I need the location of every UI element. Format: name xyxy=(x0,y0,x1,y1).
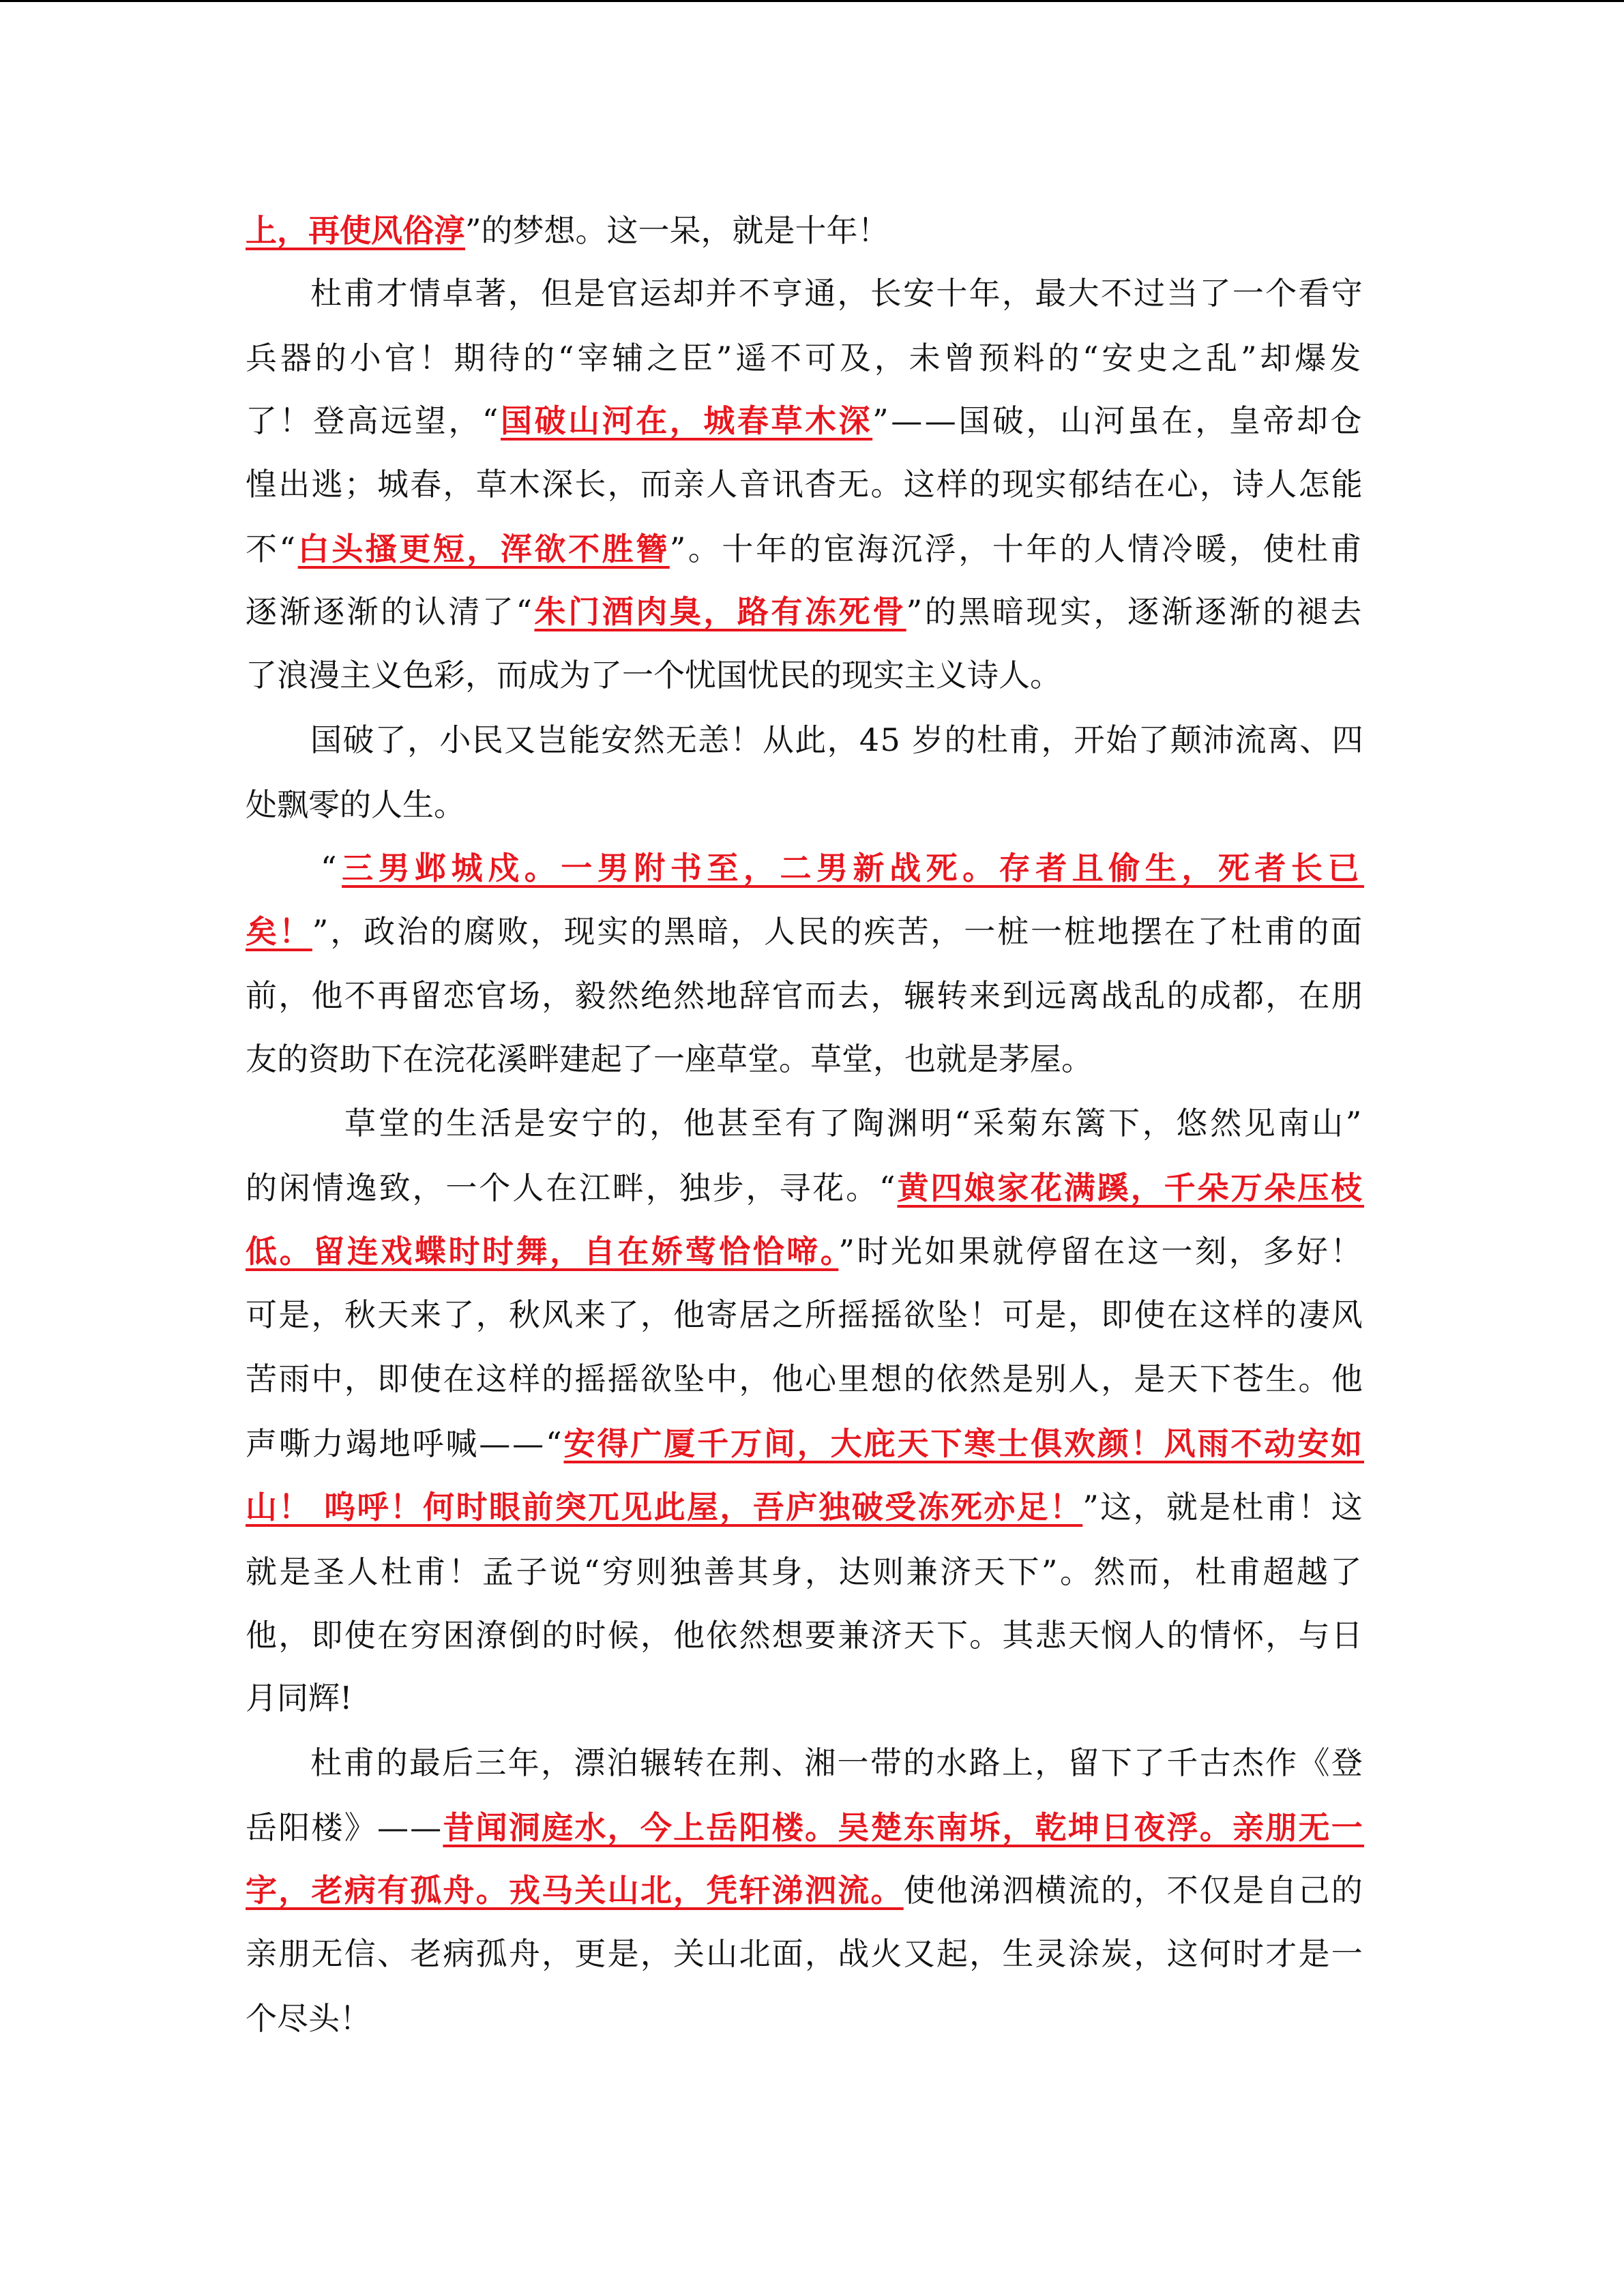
text-line xyxy=(246,1933,1364,1974)
poem-quote: 昔闻洞庭水，今上岳阳楼。吴楚东南坼，乾坤日夜浮。亲朋无一 xyxy=(443,1809,1365,1846)
poem-quote: 黄四娘家花满蹊，千朵万朵压枝 xyxy=(897,1169,1364,1206)
text-line xyxy=(246,591,1364,632)
text-line xyxy=(246,338,1364,378)
body-text: 他，即使在穷困潦倒的时候，他依然想要兼济天下。其悲天悯人的情怀，与日 xyxy=(246,1617,1364,1654)
text-line xyxy=(246,1487,1364,1527)
text-line xyxy=(246,784,465,825)
body-text: 亲朋无信、老病孤舟，更是，关山北面，战火又起，生灵涂炭，这何时才是一 xyxy=(246,1935,1364,1972)
body-text: ”的梦想。这一呆，就是十年！ xyxy=(465,212,889,249)
text-line xyxy=(246,1998,371,2039)
text-line xyxy=(344,1103,1364,1144)
body-text: 使他涕泗横流的，不仅是自己的 xyxy=(903,1872,1365,1909)
body-text: 前，他不再留恋官场，毅然绝然地辞官而去，辗转来到远离战乱的成都，在朋 xyxy=(246,977,1364,1014)
text-line xyxy=(246,1870,1364,1911)
poem-quote: 山！ 呜呼！何时眼前突兀见此屋，吾庐独破受冻死亦足！ xyxy=(246,1489,1083,1525)
poem-quote: 字，老病有孤舟。戎马关山北，凭轩涕泗流。 xyxy=(246,1872,904,1909)
text-line xyxy=(246,1167,1364,1208)
text-line xyxy=(246,1551,1364,1592)
body-text: 处飘零的人生。 xyxy=(246,786,465,823)
page-top-border xyxy=(0,0,1624,2)
poem-quote: 上，再使风俗淳 xyxy=(246,212,465,249)
text-line xyxy=(246,528,1364,569)
body-text: 苦雨中，即使在这样的摇摇欲坠中，他心里想的依然是别人，是天下苍生。他 xyxy=(246,1360,1364,1397)
body-text: 岳阳楼》—— xyxy=(246,1809,443,1846)
poem-quote: 国破山河在，城春草木深 xyxy=(500,402,873,439)
body-text: 就是圣人杜甫！孟子说“穷则独善其身，达则兼济天下”。然而，杜甫超越了 xyxy=(246,1553,1364,1590)
text-line xyxy=(246,975,1364,1016)
poem-quote: 矣！ xyxy=(246,913,312,950)
body-text: ”——国破，山河虽在，皇帝却仓 xyxy=(872,402,1364,439)
text-line xyxy=(310,273,1364,314)
text-line xyxy=(246,1615,1364,1656)
text-line xyxy=(310,1742,1364,1783)
body-text: “ xyxy=(321,850,342,886)
text-line xyxy=(246,1294,1364,1335)
text-line xyxy=(310,719,1364,760)
body-text: ”。十年的宦海沉浮，十年的人情冷暖，使杜甫 xyxy=(669,531,1364,567)
body-text: ”，政治的腐败，现实的黑暗，人民的疾苦，一桩一桩地摆在了杜甫的面 xyxy=(312,913,1364,950)
body-text: 草堂的生活是安宁的，他甚至有了陶渊明“采菊东篱下，悠然见南山” xyxy=(344,1105,1364,1142)
text-line xyxy=(246,1678,353,1718)
body-text: 不“ xyxy=(246,531,298,567)
text-line xyxy=(246,1231,1364,1272)
body-text: 友的资助下在浣花溪畔建起了一座草堂。草堂，也就是茅屋。 xyxy=(246,1041,1093,1077)
poem-quote: 安得广厦千万间，大庇天下寒士俱欢颜！风雨不动安如 xyxy=(563,1425,1364,1462)
poem-quote: 低。留连戏蝶时时舞，自在娇莺恰恰啼。 xyxy=(246,1233,839,1270)
text-line xyxy=(246,1039,1093,1079)
poem-quote: 白头搔更短，浑欲不胜簪 xyxy=(297,531,670,567)
body-text: 惶出逃；城春，草木深长，而亲人音讯杳无。这样的现实郁结在心，诗人怎能 xyxy=(246,466,1364,503)
poem-quote: 朱门酒肉臭，路有冻死骨 xyxy=(534,593,906,630)
body-text: 国破了，小民又岂能安然无恙！从此，45 岁的杜甫，开始了颠沛流离、四 xyxy=(310,721,1364,758)
text-line xyxy=(246,655,1061,696)
body-text: ”的黑暗现实，逐渐逐渐的褪去 xyxy=(906,593,1364,630)
poem-quote: 三男邺城戍。一男附书至，二男新战死。存者且偷生，死者长已 xyxy=(342,850,1364,886)
body-text: 月同辉! xyxy=(246,1680,353,1716)
text-line xyxy=(246,1423,1364,1464)
body-text: 了浪漫主义色彩，而成为了一个忧国忧民的现实主义诗人。 xyxy=(246,657,1061,694)
body-text: 个尽头！ xyxy=(246,2000,371,2037)
text-line xyxy=(246,1358,1364,1399)
text-line xyxy=(246,911,1364,952)
body-text: 杜甫才情卓著，但是官运却并不亨通，长安十年，最大不过当了一个看守 xyxy=(310,275,1364,312)
body-text: 可是，秋天来了，秋风来了，他寄居之所摇摇欲坠！可是，即使在这样的凄风 xyxy=(246,1296,1364,1333)
text-line xyxy=(246,210,889,251)
body-text: 杜甫的最后三年，漂泊辗转在荆、湘一带的水路上，留下了千古杰作《登 xyxy=(310,1744,1364,1781)
body-text: 的闲情逸致，一个人在江畔，独步，寻花。“ xyxy=(246,1169,898,1206)
text-line xyxy=(246,1807,1364,1848)
text-line xyxy=(321,848,1364,889)
body-text: ”这，就是杜甫！这 xyxy=(1082,1489,1364,1525)
text-line xyxy=(246,400,1364,441)
text-line xyxy=(246,464,1364,505)
body-text: 兵器的小官！期待的“宰辅之臣”遥不可及，未曾预料的“安史之乱”却爆发 xyxy=(246,340,1364,376)
body-text: ”时光如果就停留在这一刻，多好！ xyxy=(838,1233,1364,1270)
body-text: 逐渐逐渐的认清了“ xyxy=(246,593,535,630)
body-text: 声嘶力竭地呼喊——“ xyxy=(246,1425,564,1462)
body-text: 了！登高远望，“ xyxy=(246,402,501,439)
